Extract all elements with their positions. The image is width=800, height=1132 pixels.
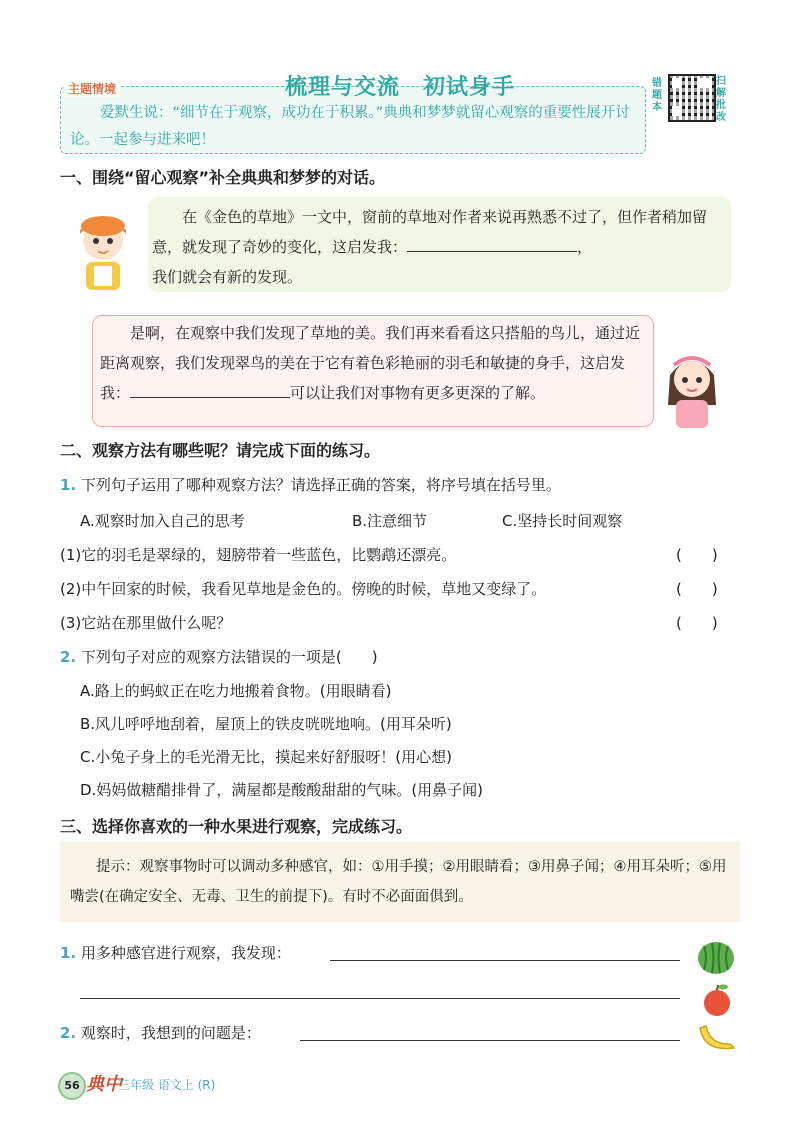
question-number: 2. [60,1024,77,1042]
section3-heading: 三、选择你喜欢的一种水果进行观察，完成练习。 [60,817,413,836]
question-text: 下列句子运用了哪种观察方法？请选择正确的答案，将序号填在括号里。 [80,476,561,494]
dialog-text-meng [100,318,648,408]
option-b: B.注意细节 [352,512,428,530]
page-number: 56 [58,1072,86,1100]
option-a: A.观察时加入自己的思考 [80,512,245,530]
q2-option-a: A.路上的蚂蚁正在吃力地搬着食物。(用眼睛看) [80,682,392,700]
q2-option-b: B.风儿呼呼地刮着，屋顶上的铁皮咣咣地响。(用耳朵听) [80,715,452,733]
dialog-text-comma: ， [577,238,593,256]
option-c: C.坚持长时间观察 [502,512,623,530]
answer-line[interactable] [300,1040,680,1041]
question-3-2 [60,1022,261,1043]
question-2-2 [60,646,378,667]
question-text: 下列句子对应的观察方法错误的一项是( ) [80,648,378,666]
item-1: (1)它的羽毛是翠绿的，翅膀带着一些蓝色，比鹦鹉还漂亮。 [60,546,457,564]
qr-code-icon[interactable] [668,74,716,122]
question-text: 用多种感官进行观察，我发现： [80,944,291,962]
brand-logo: 典中 [86,1074,122,1095]
apple-icon [700,982,734,1018]
banana-icon [696,1022,738,1056]
question-2-1 [60,474,561,495]
dialog-text-dian [152,202,724,292]
girl-avatar-icon [656,345,728,430]
question-text: 观察时，我想到的问题是： [80,1024,261,1042]
item-3: (3)它站在那里做什么呢？ [60,614,232,632]
scan-label: 扫解批改 [716,76,726,123]
theme-tag: 主题情境 [64,80,120,97]
theme-text: 爱默生说：“细节在于观察，成功在于积累。”典典和梦梦就留心观察的重要性展开讨论。一起参与进来吧！ [70,105,630,148]
section1-heading: 一、围绕“留心观察”补全典典和梦梦的对话。 [60,168,386,187]
dialog-text-part: 是啊，在观察中我们发现了草地的美。我们再来看看这只搭船的鸟儿，通过近距离观察，我们发现翠鸟的美在于它有着色彩艳丽的羽毛和敏捷的身手，这启发我： [100,324,641,402]
question-number: 1. [60,476,77,494]
question-3-1 [60,942,291,963]
q2-option-c: C.小兔子身上的毛光滑无比，摸起来好舒服呀！(用心想) [80,748,452,766]
item-2: (2)中午回家的时候，我看见草地是金色的。傍晚的时候，草地又变绿了。 [60,580,547,598]
page-title: 梳理与交流 初试身手 [285,75,516,100]
answer-paren-3[interactable]: ( ) [676,614,718,632]
answer-paren-2[interactable]: ( ) [676,580,718,598]
question-number: 1. [60,944,77,962]
dialog-text-end: 我们就会有新的发现。 [152,268,303,286]
boy-avatar-icon [68,206,138,294]
answer-blank[interactable] [130,382,290,398]
answer-line[interactable] [330,960,680,961]
answer-line[interactable] [80,998,680,999]
answer-blank[interactable] [407,236,577,252]
dialog-text-part: 在《金色的草地》一文中，窗前的草地对作者来说再熟悉不过了，但作者稍加留意，就发现了奇妙的变化，这启发我： [152,208,708,256]
book-info: 三年级 语文上 (R) [118,1078,216,1092]
answer-paren-1[interactable]: ( ) [676,546,718,564]
hint-text: 提示：观察事物时可以调动多种感官，如：①用手摸；②用眼睛看；③用鼻子闻；④用耳朵听；⑤用嘴尝(在确定安全、无毒、卫生的前提下)。有时不必面面俱到。 [70,859,727,905]
watermelon-icon [696,940,736,976]
wrong-book-label: 错题本 [652,78,662,113]
question-number: 2. [60,648,77,666]
section2-heading: 二、观察方法有哪些呢？请完成下面的练习。 [60,441,381,460]
dialog-text-end: 可以让我们对事物有更多更深的了解。 [290,384,546,402]
q2-option-d: D.妈妈做糖醋排骨了，满屋都是酸酸甜甜的气味。(用鼻子闻) [80,781,484,799]
